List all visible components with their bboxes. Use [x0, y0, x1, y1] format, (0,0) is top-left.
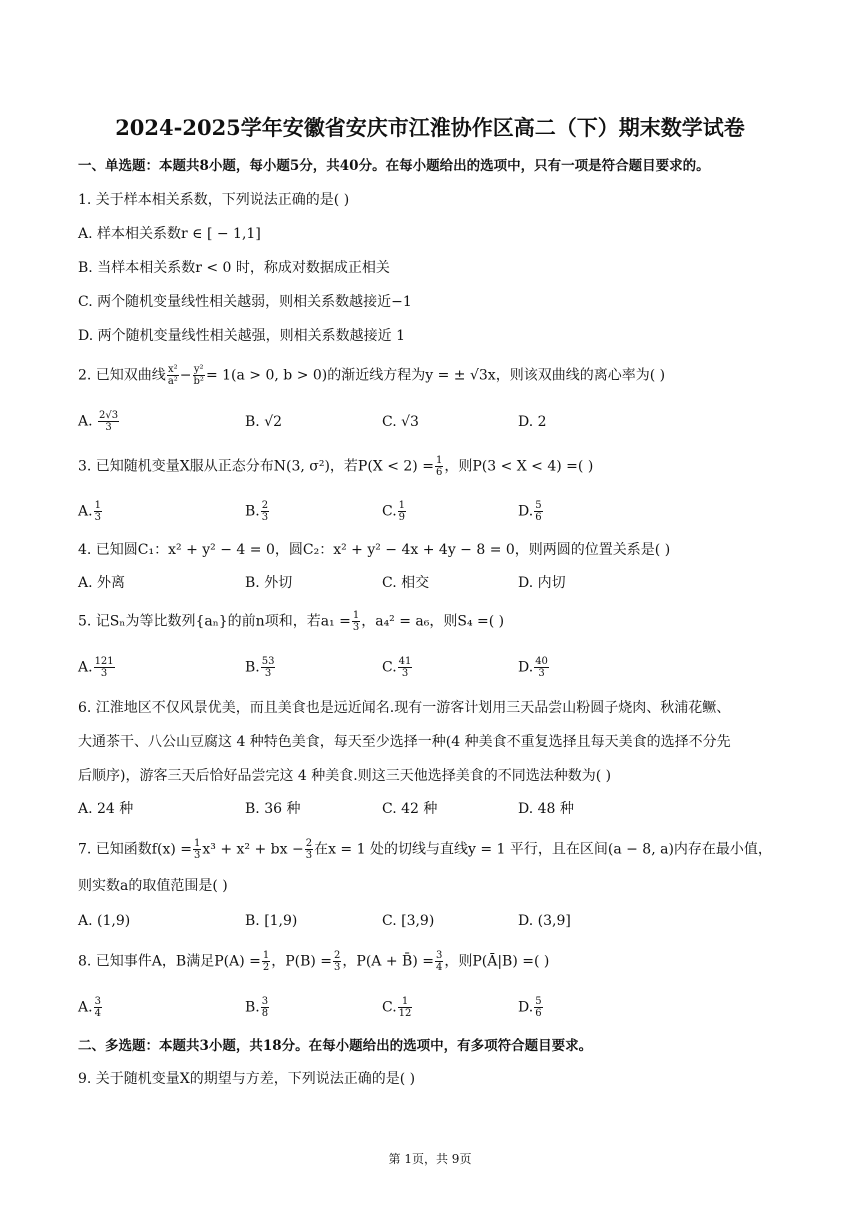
fraction-denominator: 3 [334, 962, 341, 973]
fraction [352, 610, 360, 633]
question-6-option-a: A. 24 种 [78, 801, 134, 817]
fraction-denominator: 6 [535, 1008, 542, 1019]
question-6-line-3: 后顺序)，游客三天后恰好品尝完这 4 种美食.则这三天他选择美食的不同选法种数为( ) [78, 768, 612, 784]
fraction-denominator: 6 [435, 467, 443, 478]
question-9-stem: 9. 关于随机变量X的期望与方差，下列说法正确的是( ) [78, 1071, 416, 1087]
fraction-denominator: a² [167, 376, 178, 387]
fraction-denominator: 3 [352, 622, 360, 633]
question-5-stem [78, 610, 504, 633]
question-3-option-c [382, 500, 407, 523]
option-label: C. [382, 659, 397, 676]
fraction-denominator: 3 [401, 668, 409, 679]
question-6-option-b: B. 36 种 [245, 801, 301, 817]
question-3-option-d [518, 500, 544, 523]
fraction-numerator: 53 [261, 656, 275, 667]
fraction-denominator: 3 [105, 422, 112, 433]
question-8-option-c [382, 996, 413, 1019]
question-7-stem-mid: x³ + x² + bx − [202, 841, 304, 858]
question-2-stem-pre: 2. 已知双曲线 [78, 367, 166, 384]
fraction-numerator: 1 [352, 610, 360, 621]
fraction [193, 838, 201, 861]
fraction-numerator: 121 [94, 656, 114, 667]
question-7-stem-post: 在x = 1 处的切线与直线y = 1 平行，且在区间(a − 8, a)内存在最小值， [314, 841, 772, 858]
fraction-denominator: 9 [398, 512, 406, 523]
question-6-line-2: 大通茶干、八公山豆腐这 4 种特色美食，每天至少选择一种(4 种美食不重复选择且每天美食的选择不分先 [78, 734, 731, 750]
fraction-numerator: 2 [305, 838, 313, 849]
fraction-numerator: 2√3 [99, 410, 119, 421]
question-7-option-c: C. [3,9) [382, 913, 435, 929]
fraction [534, 996, 542, 1019]
question-3-option-a [78, 500, 103, 523]
fraction-numerator: 1 [262, 950, 270, 961]
fraction [94, 996, 102, 1019]
fraction-denominator: 3 [94, 512, 101, 523]
fraction [435, 455, 443, 478]
question-7-line-1 [78, 838, 772, 861]
question-1-option-c: C. 两个随机变量线性相关越弱，则相关系数越接近−1 [78, 294, 412, 310]
fraction-numerator: 1 [398, 996, 413, 1008]
fraction-numerator: 2 [334, 950, 341, 961]
fraction-denominator: 3 [261, 512, 269, 523]
fraction [305, 838, 313, 861]
question-5-option-c [382, 656, 413, 679]
option-label: B. [245, 503, 260, 520]
question-8-stem-post: ，则P(Ā|B) =( ) [444, 953, 550, 970]
fraction [262, 950, 270, 973]
fraction [398, 656, 413, 679]
fraction [435, 950, 443, 973]
fraction-numerator: 1 [398, 500, 406, 511]
page-title: 2024-2025学年安徽省安庆市江淮协作区高二（下）期末数学试卷 [115, 115, 745, 140]
question-4-option-a: A. 外离 [78, 575, 126, 591]
fraction [261, 656, 276, 679]
fraction-numerator: 3 [261, 996, 269, 1007]
question-1-option-a: A. 样本相关系数r ∈ [ − 1,1] [78, 226, 261, 242]
question-7-option-d: D. (3,9] [518, 913, 571, 929]
fraction-denominator: 3 [194, 850, 201, 861]
fraction-denominator: b² [193, 376, 204, 387]
option-label: B. [245, 659, 260, 676]
question-8-stem [78, 950, 549, 973]
fraction-denominator: 8 [261, 1008, 269, 1019]
question-2-option-d: D. 2 [518, 414, 547, 430]
question-1-option-b: B. 当样本相关系数r < 0 时，称成对数据成正相关 [78, 260, 390, 276]
option-label: A. [78, 659, 93, 676]
fraction-denominator: 3 [100, 668, 108, 679]
option-label: A. [78, 413, 98, 430]
fraction-numerator: 5 [535, 996, 542, 1007]
question-7-option-a: A. (1,9) [78, 913, 131, 929]
fraction-numerator: 3 [94, 996, 101, 1007]
question-1-option-d: D. 两个随机变量线性相关越强，则相关系数越接近 1 [78, 328, 405, 344]
question-3-stem-post: ，则P(3 < X < 4) =( ) [444, 458, 594, 475]
fraction [94, 500, 102, 523]
question-2-option-c: C. √3 [382, 414, 419, 430]
option-label: D. [518, 999, 534, 1016]
question-8-stem-pre: 8. 已知事件A，B满足P(A) = [78, 953, 261, 970]
question-4-stem: 4. 已知圆C₁：x² + y² − 4 = 0，圆C₂：x² + y² − 4x + 4y − 8 = 0，则两圆的位置关系是( ) [78, 542, 671, 558]
question-8-stem-mid-1: ，P(B) = [271, 953, 333, 970]
fraction-numerator: 41 [398, 656, 412, 667]
fraction [94, 656, 115, 679]
fraction-numerator: 1 [194, 838, 201, 849]
minus-sign: − [179, 367, 192, 384]
page-footer: 第 1页，共 9页 [388, 1152, 472, 1166]
option-label: D. [518, 503, 534, 520]
section-heading-multiple-choice: 二、多选题：本题共3小题，共18分。在每小题给出的选项中，有多项符合题目要求。 [78, 1038, 593, 1054]
question-7-line-2: 则实数a的取值范围是( ) [78, 878, 228, 894]
fraction-numerator: 2 [261, 500, 269, 511]
question-6-option-c: C. 42 种 [382, 801, 438, 817]
question-4-option-c: C. 相交 [382, 575, 430, 591]
question-5-stem-pre: 5. 记Sₙ为等比数列{aₙ}的前n项和，若a₁ = [78, 613, 351, 630]
fraction-denominator: 4 [435, 962, 443, 973]
question-8-option-a [78, 996, 103, 1019]
fraction-numerator: 40 [535, 656, 548, 667]
fraction-numerator: 3 [435, 950, 443, 961]
question-8-option-b [245, 996, 270, 1019]
fraction-numerator: 1 [435, 455, 443, 466]
question-5-option-a [78, 656, 116, 679]
fraction [398, 996, 413, 1019]
fraction [398, 500, 406, 523]
question-3-stem-pre: 3. 已知随机变量X服从正态分布N(3, σ²)，若P(X < 2) = [78, 458, 434, 475]
fraction-denominator: 3 [305, 850, 313, 861]
fraction-denominator: 3 [538, 668, 545, 679]
question-8-option-d [518, 996, 544, 1019]
option-label: B. [245, 999, 260, 1016]
fraction-denominator: 2 [262, 962, 270, 973]
fraction-denominator: 4 [94, 1008, 101, 1019]
question-7-stem-pre: 7. 已知函数f(x) = [78, 841, 192, 858]
section-heading-single-choice: 一、单选题：本题共8小题，每小题5分，共40分。在每小题给出的选项中，只有一项是符合题目要求的。 [78, 158, 710, 174]
question-5-option-b [245, 656, 276, 679]
question-8-stem-mid-2: ，P(A + B̄) = [342, 953, 434, 970]
fraction [261, 500, 269, 523]
question-3-option-b [245, 500, 270, 523]
fraction [534, 656, 549, 679]
question-2-option-a [78, 410, 120, 433]
fraction-numerator: x² [167, 364, 178, 375]
fraction [167, 364, 179, 387]
option-label: C. [382, 999, 397, 1016]
fraction [98, 410, 119, 433]
question-4-option-d: D. 内切 [518, 575, 566, 591]
question-2-stem-post: = 1(a > 0, b > 0)的渐近线方程为y = ± √3x，则该双曲线的离心率为( ) [205, 367, 666, 384]
fraction-numerator: 5 [535, 500, 542, 511]
option-label: D. [518, 659, 534, 676]
question-5-stem-post: ，a₄² = a₆，则S₄ =( ) [361, 613, 505, 630]
question-6-line-1: 6. 江淮地区不仅风景优美，而且美食也是远近闻名.现有一游客计划用三天品尝山粉圆子烧肉、秋浦花鳜、 [78, 700, 731, 716]
question-6-option-d: D. 48 种 [518, 801, 574, 817]
option-label: A. [78, 503, 93, 520]
fraction-denominator: 3 [264, 668, 272, 679]
question-2-option-b: B. √2 [245, 414, 283, 430]
fraction-numerator: y² [193, 364, 204, 375]
option-label: A. [78, 999, 93, 1016]
question-4-option-b: B. 外切 [245, 575, 293, 591]
fraction-denominator: 12 [398, 1008, 412, 1019]
fraction-numerator: 1 [94, 500, 101, 511]
question-3-stem [78, 455, 593, 478]
question-5-option-d [518, 656, 550, 679]
fraction [333, 950, 341, 973]
option-label: C. [382, 503, 397, 520]
question-1-stem: 1. 关于样本相关系数，下列说法正确的是( ) [78, 192, 350, 208]
fraction-denominator: 6 [535, 512, 542, 523]
question-7-option-b: B. [1,9) [245, 913, 298, 929]
fraction [261, 996, 269, 1019]
fraction [534, 500, 542, 523]
question-2-stem [78, 364, 665, 387]
fraction [193, 364, 205, 387]
